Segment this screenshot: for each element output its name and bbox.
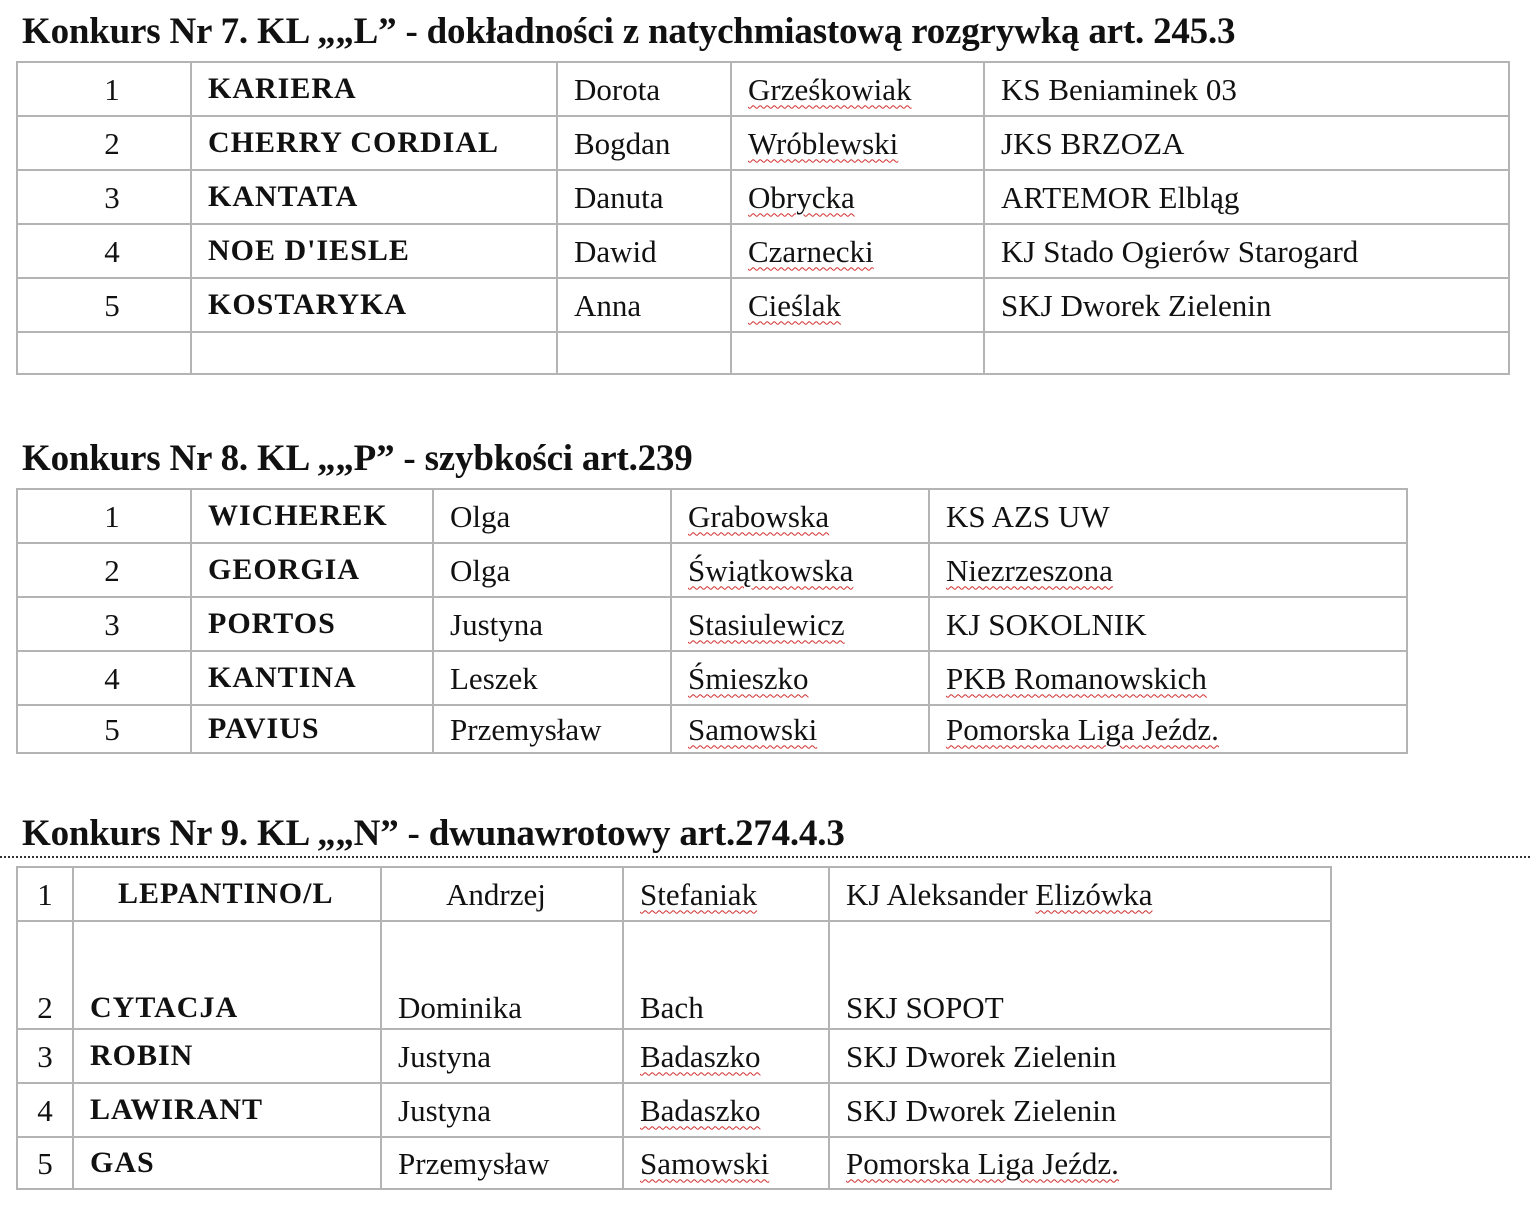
club-text: Pomorska Liga Jeźdz. xyxy=(946,711,1219,747)
empty-cell xyxy=(17,332,191,374)
surname-cell xyxy=(731,62,984,116)
position-cell: 2 xyxy=(17,116,191,170)
horse-cell: ROBIN xyxy=(73,1029,381,1083)
empty-cell xyxy=(984,332,1509,374)
horse-cell: CHERRY CORDIAL xyxy=(191,116,557,170)
surname-text: Obrycka xyxy=(748,179,855,215)
surname-cell xyxy=(671,651,929,705)
table-row xyxy=(17,1029,1331,1083)
horse-cell: KARIERA xyxy=(191,62,557,116)
first-name-cell: Andrzej xyxy=(381,867,623,921)
horse-cell: KANTATA xyxy=(191,170,557,224)
first-name-cell: Dawid xyxy=(557,224,731,278)
table-row xyxy=(17,489,1407,543)
surname-text: Śmieszko xyxy=(688,660,809,696)
position-cell: 5 xyxy=(17,705,191,753)
club-cell: KJ Stado Ogierów Starogard xyxy=(984,224,1509,278)
club-cell xyxy=(929,543,1407,597)
surname-text: Badaszko xyxy=(640,1092,761,1128)
club-cell: SKJ SOPOT xyxy=(829,921,1331,1029)
first-name-cell: Olga xyxy=(433,543,671,597)
surname-text: Świątkowska xyxy=(688,552,854,588)
table-row xyxy=(17,921,1331,1029)
table-row xyxy=(17,597,1407,651)
empty-row xyxy=(17,332,1509,374)
results-table-konkurs-9 xyxy=(16,866,1332,1190)
horse-cell: LEPANTINO/L xyxy=(73,867,381,921)
club-cell: ARTEMOR Elbląg xyxy=(984,170,1509,224)
surname-text: Grabowska xyxy=(688,498,830,534)
empty-cell xyxy=(191,332,557,374)
club-cell xyxy=(929,705,1407,753)
first-name-cell: Dominika xyxy=(381,921,623,1029)
position-cell: 3 xyxy=(17,170,191,224)
table-row xyxy=(17,543,1407,597)
position-cell: 5 xyxy=(17,278,191,332)
first-name-cell: Leszek xyxy=(433,651,671,705)
surname-cell xyxy=(671,543,929,597)
table-row xyxy=(17,1137,1331,1189)
results-table-konkurs-8 xyxy=(16,488,1408,754)
club-cell: KJ SOKOLNIK xyxy=(929,597,1407,651)
club-text-part: KJ Aleksander xyxy=(846,876,1036,912)
first-name-cell: Justyna xyxy=(433,597,671,651)
position-cell: 2 xyxy=(17,921,73,1029)
results-table-konkurs-7 xyxy=(16,61,1510,375)
first-name-cell: Olga xyxy=(433,489,671,543)
first-name-cell: Danuta xyxy=(557,170,731,224)
table-row xyxy=(17,1083,1331,1137)
club-cell: JKS BRZOZA xyxy=(984,116,1509,170)
surname-text: Grześkowiak xyxy=(748,71,912,107)
first-name-cell: Anna xyxy=(557,278,731,332)
horse-cell: WICHEREK xyxy=(191,489,433,543)
club-cell xyxy=(929,651,1407,705)
surname-cell xyxy=(731,170,984,224)
surname-cell xyxy=(623,1029,829,1083)
horse-cell: PAVIUS xyxy=(191,705,433,753)
surname-text: Stefaniak xyxy=(640,876,758,912)
first-name-cell: Przemysław xyxy=(433,705,671,753)
surname-cell xyxy=(671,489,929,543)
position-cell: 1 xyxy=(17,62,191,116)
club-cell xyxy=(829,1137,1331,1189)
club-cell: SKJ Dworek Zielenin xyxy=(829,1029,1331,1083)
first-name-cell: Justyna xyxy=(381,1029,623,1083)
position-cell: 1 xyxy=(17,489,191,543)
position-cell: 4 xyxy=(17,224,191,278)
club-cell: KS AZS UW xyxy=(929,489,1407,543)
surname-text: Stasiulewicz xyxy=(688,606,845,642)
surname-cell xyxy=(671,705,929,753)
club-text: Niezrzeszona xyxy=(946,552,1113,588)
page-break-line xyxy=(0,856,1530,858)
horse-cell: PORTOS xyxy=(191,597,433,651)
club-cell xyxy=(829,867,1331,921)
position-cell: 4 xyxy=(17,651,191,705)
first-name-cell: Bogdan xyxy=(557,116,731,170)
club-cell: SKJ Dworek Zielenin xyxy=(829,1083,1331,1137)
club-text: Pomorska Liga Jeźdz. xyxy=(846,1145,1119,1181)
surname-cell xyxy=(623,867,829,921)
horse-cell: GEORGIA xyxy=(191,543,433,597)
table-row xyxy=(17,62,1509,116)
position-cell: 2 xyxy=(17,543,191,597)
position-cell: 4 xyxy=(17,1083,73,1137)
surname-cell xyxy=(623,1083,829,1137)
first-name-cell: Dorota xyxy=(557,62,731,116)
position-cell: 1 xyxy=(17,867,73,921)
horse-cell: GAS xyxy=(73,1137,381,1189)
table-row xyxy=(17,116,1509,170)
club-cell: KS Beniaminek 03 xyxy=(984,62,1509,116)
surname-cell xyxy=(731,116,984,170)
surname-text: Samowski xyxy=(688,711,818,747)
horse-cell: CYTACJA xyxy=(73,921,381,1029)
horse-cell: LAWIRANT xyxy=(73,1083,381,1137)
section-title-konkurs-7: Konkurs Nr 7. KL „„L” - dokładności z natychmiastową rozgrywką art. 245.3 xyxy=(22,11,1236,52)
horse-cell: KOSTARYKA xyxy=(191,278,557,332)
club-text-part: Elizówka xyxy=(1035,876,1153,912)
position-cell: 3 xyxy=(17,1029,73,1083)
empty-cell xyxy=(557,332,731,374)
surname-text: Samowski xyxy=(640,1145,770,1181)
table-row xyxy=(17,705,1407,753)
position-cell: 5 xyxy=(17,1137,73,1189)
first-name-cell: Przemysław xyxy=(381,1137,623,1189)
surname-cell xyxy=(731,278,984,332)
surname-text: Czarnecki xyxy=(748,233,874,269)
surname-cell xyxy=(731,224,984,278)
empty-cell xyxy=(731,332,984,374)
section-title-konkurs-8: Konkurs Nr 8. KL „„P” - szybkości art.239 xyxy=(22,438,693,479)
club-text xyxy=(846,877,1152,912)
surname-text: Wróblewski xyxy=(748,125,899,161)
surname-text: Badaszko xyxy=(640,1038,761,1074)
surname-cell xyxy=(623,1137,829,1189)
position-cell: 3 xyxy=(17,597,191,651)
horse-cell: KANTINA xyxy=(191,651,433,705)
table-row xyxy=(17,224,1509,278)
surname-text: Cieślak xyxy=(748,287,841,323)
surname-cell: Bach xyxy=(623,921,829,1029)
surname-cell xyxy=(671,597,929,651)
horse-cell: NOE D'IESLE xyxy=(191,224,557,278)
table-row xyxy=(17,867,1331,921)
first-name-cell: Justyna xyxy=(381,1083,623,1137)
section-title-konkurs-9: Konkurs Nr 9. KL „„N” - dwunawrotowy art.274.4.3 xyxy=(22,813,845,854)
club-text: PKB Romanowskich xyxy=(946,660,1207,696)
table-row xyxy=(17,278,1509,332)
table-row xyxy=(17,651,1407,705)
table-row xyxy=(17,170,1509,224)
club-cell: SKJ Dworek Zielenin xyxy=(984,278,1509,332)
